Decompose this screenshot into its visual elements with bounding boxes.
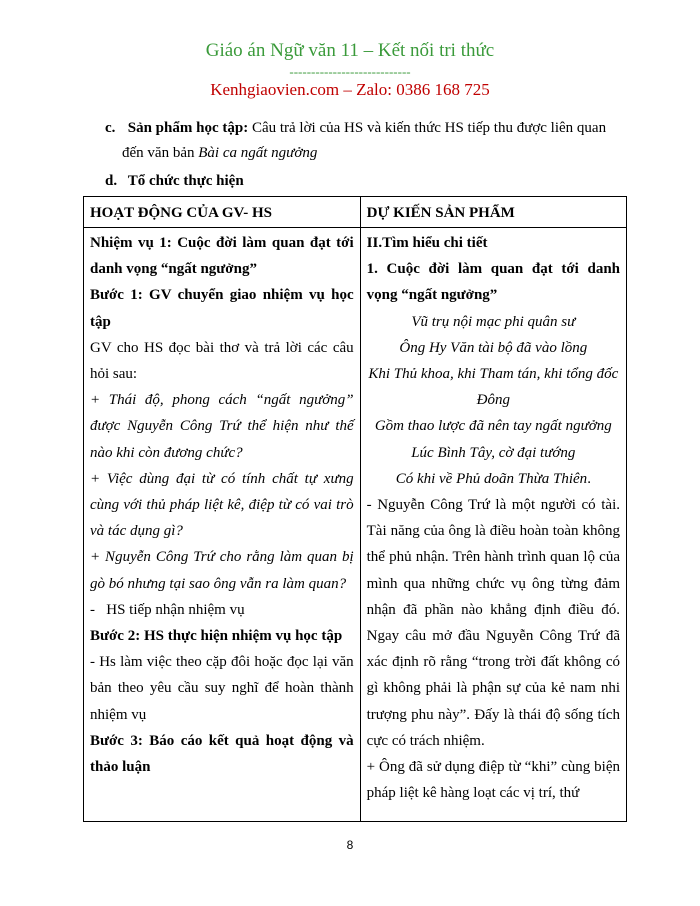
section-c-work-title: Bài ca ngất ngưởng — [198, 145, 318, 161]
question-3: + Nguyễn Công Trứ cho rằng làm quan bị gò bó nhưng tại sao ông vẫn ra làm quan? — [90, 549, 354, 592]
section-c-line2 — [122, 143, 317, 163]
paragraph-2: + Ông đã sử dụng điệp từ “khi” cùng biện pháp liệt kê hàng loạt các vị trí, thứ — [366, 759, 620, 802]
paragraph-1: - Nguyễn Công Trứ là một người có tài. Tài năng của ông là điều hoàn toàn không thể phủ nhận. Trên hành trình quan lộ của mình qua những chức vụ ông từng đảm nhận đã phần nào khẳng định điều đó. Ngay câu mở đầu Nguyễn Công Trứ đã xác định rõ rằng “trong trời đất không có gì không phải là phận sự của kẻ nam nhi trượng phu này”. Đấy là thái độ sống tích cực có trách nhiệm. — [366, 497, 620, 749]
task-intro: GV cho HS đọc bài thơ và trả lời các câu hỏi sau: — [90, 339, 354, 383]
poem-line: Vũ trụ nội mạc phi quân sư — [411, 313, 576, 330]
question-1: + Thái độ, phong cách “ngất ngưởng” được Nguyễn Công Trứ thể hiện như thế nào khi còn đương chức? — [90, 392, 354, 461]
poem-last-line — [367, 466, 620, 492]
section-c-text: Câu trả lời của HS và kiến thức HS tiếp thu được liên quan — [248, 120, 607, 136]
header-divider: ---------------------------- — [289, 64, 411, 79]
step-2: Bước 2: HS thực hiện nhiệm vụ học tập — [90, 628, 343, 645]
section-d-line — [105, 171, 244, 191]
section-c-label: c. — [105, 120, 116, 136]
receive-task: - HS tiếp nhận nhiệm vụ — [90, 601, 245, 618]
poem-line: Khi Thủ khoa, khi Tham tán, khi tổng đốc Đông — [368, 366, 619, 409]
poem-line: Ông Hy Văn tài bộ đã vào lồng — [399, 339, 588, 356]
poem-end-punctuation: . — [587, 470, 591, 487]
step-2-text: - Hs làm việc theo cặp đôi hoặc đọc lại văn bản theo yêu cầu suy nghĩ để hoàn thành nhiệm vụ — [90, 654, 354, 723]
poem-line: Lúc Bình Tây, cờ đại tướng — [411, 444, 576, 461]
section-c-line1 — [105, 118, 606, 138]
task-title: Nhiệm vụ 1: Cuộc đời làm quan đạt tới danh vọng “ngất ngưởng” — [90, 235, 354, 278]
table-header-row — [84, 197, 627, 228]
header-site: Kenhgiaovien.com – Zalo: 0386 168 725 — [210, 80, 490, 99]
col-header-products: DỰ KIẾN SẢN PHẨM — [360, 197, 626, 228]
subsection-heading: 1. Cuộc đời làm quan đạt tới danh vọng “ngất ngưởng” — [366, 261, 620, 304]
step-3: Bước 3: Báo cáo kết quả hoạt động và thảo luận — [90, 732, 354, 776]
section-heading: II.Tìm hiểu chi tiết — [366, 235, 488, 251]
col-header-activities: HOẠT ĐỘNG CỦA GV- HS — [84, 197, 361, 228]
activities-cell — [84, 228, 361, 822]
poem-line: Có khi về Phủ doãn Thừa Thiên — [395, 470, 588, 487]
section-d-label: d. — [105, 173, 118, 189]
section-d-heading: Tổ chức thực hiện — [127, 173, 244, 189]
lesson-table — [83, 196, 627, 822]
section-c-text-2: đến văn bản — [122, 145, 199, 161]
page-number: 8 — [346, 838, 354, 852]
question-2: + Việc dùng đại từ có tính chất tự xưng cùng với thủ pháp liệt kê, điệp từ có vai trò và tác dụng gì? — [90, 470, 354, 540]
table-row — [84, 228, 627, 822]
products-cell — [360, 228, 626, 822]
step-1: Bước 1: GV chuyển giao nhiệm vụ học tập — [90, 287, 354, 330]
header-title: Giáo án Ngữ văn 11 – Kết nối tri thức — [205, 40, 495, 61]
poem-line: Gồm thao lược đã nên tay ngất ngưởng — [374, 418, 612, 435]
section-c-heading: Sản phẩm học tập: — [127, 120, 249, 136]
